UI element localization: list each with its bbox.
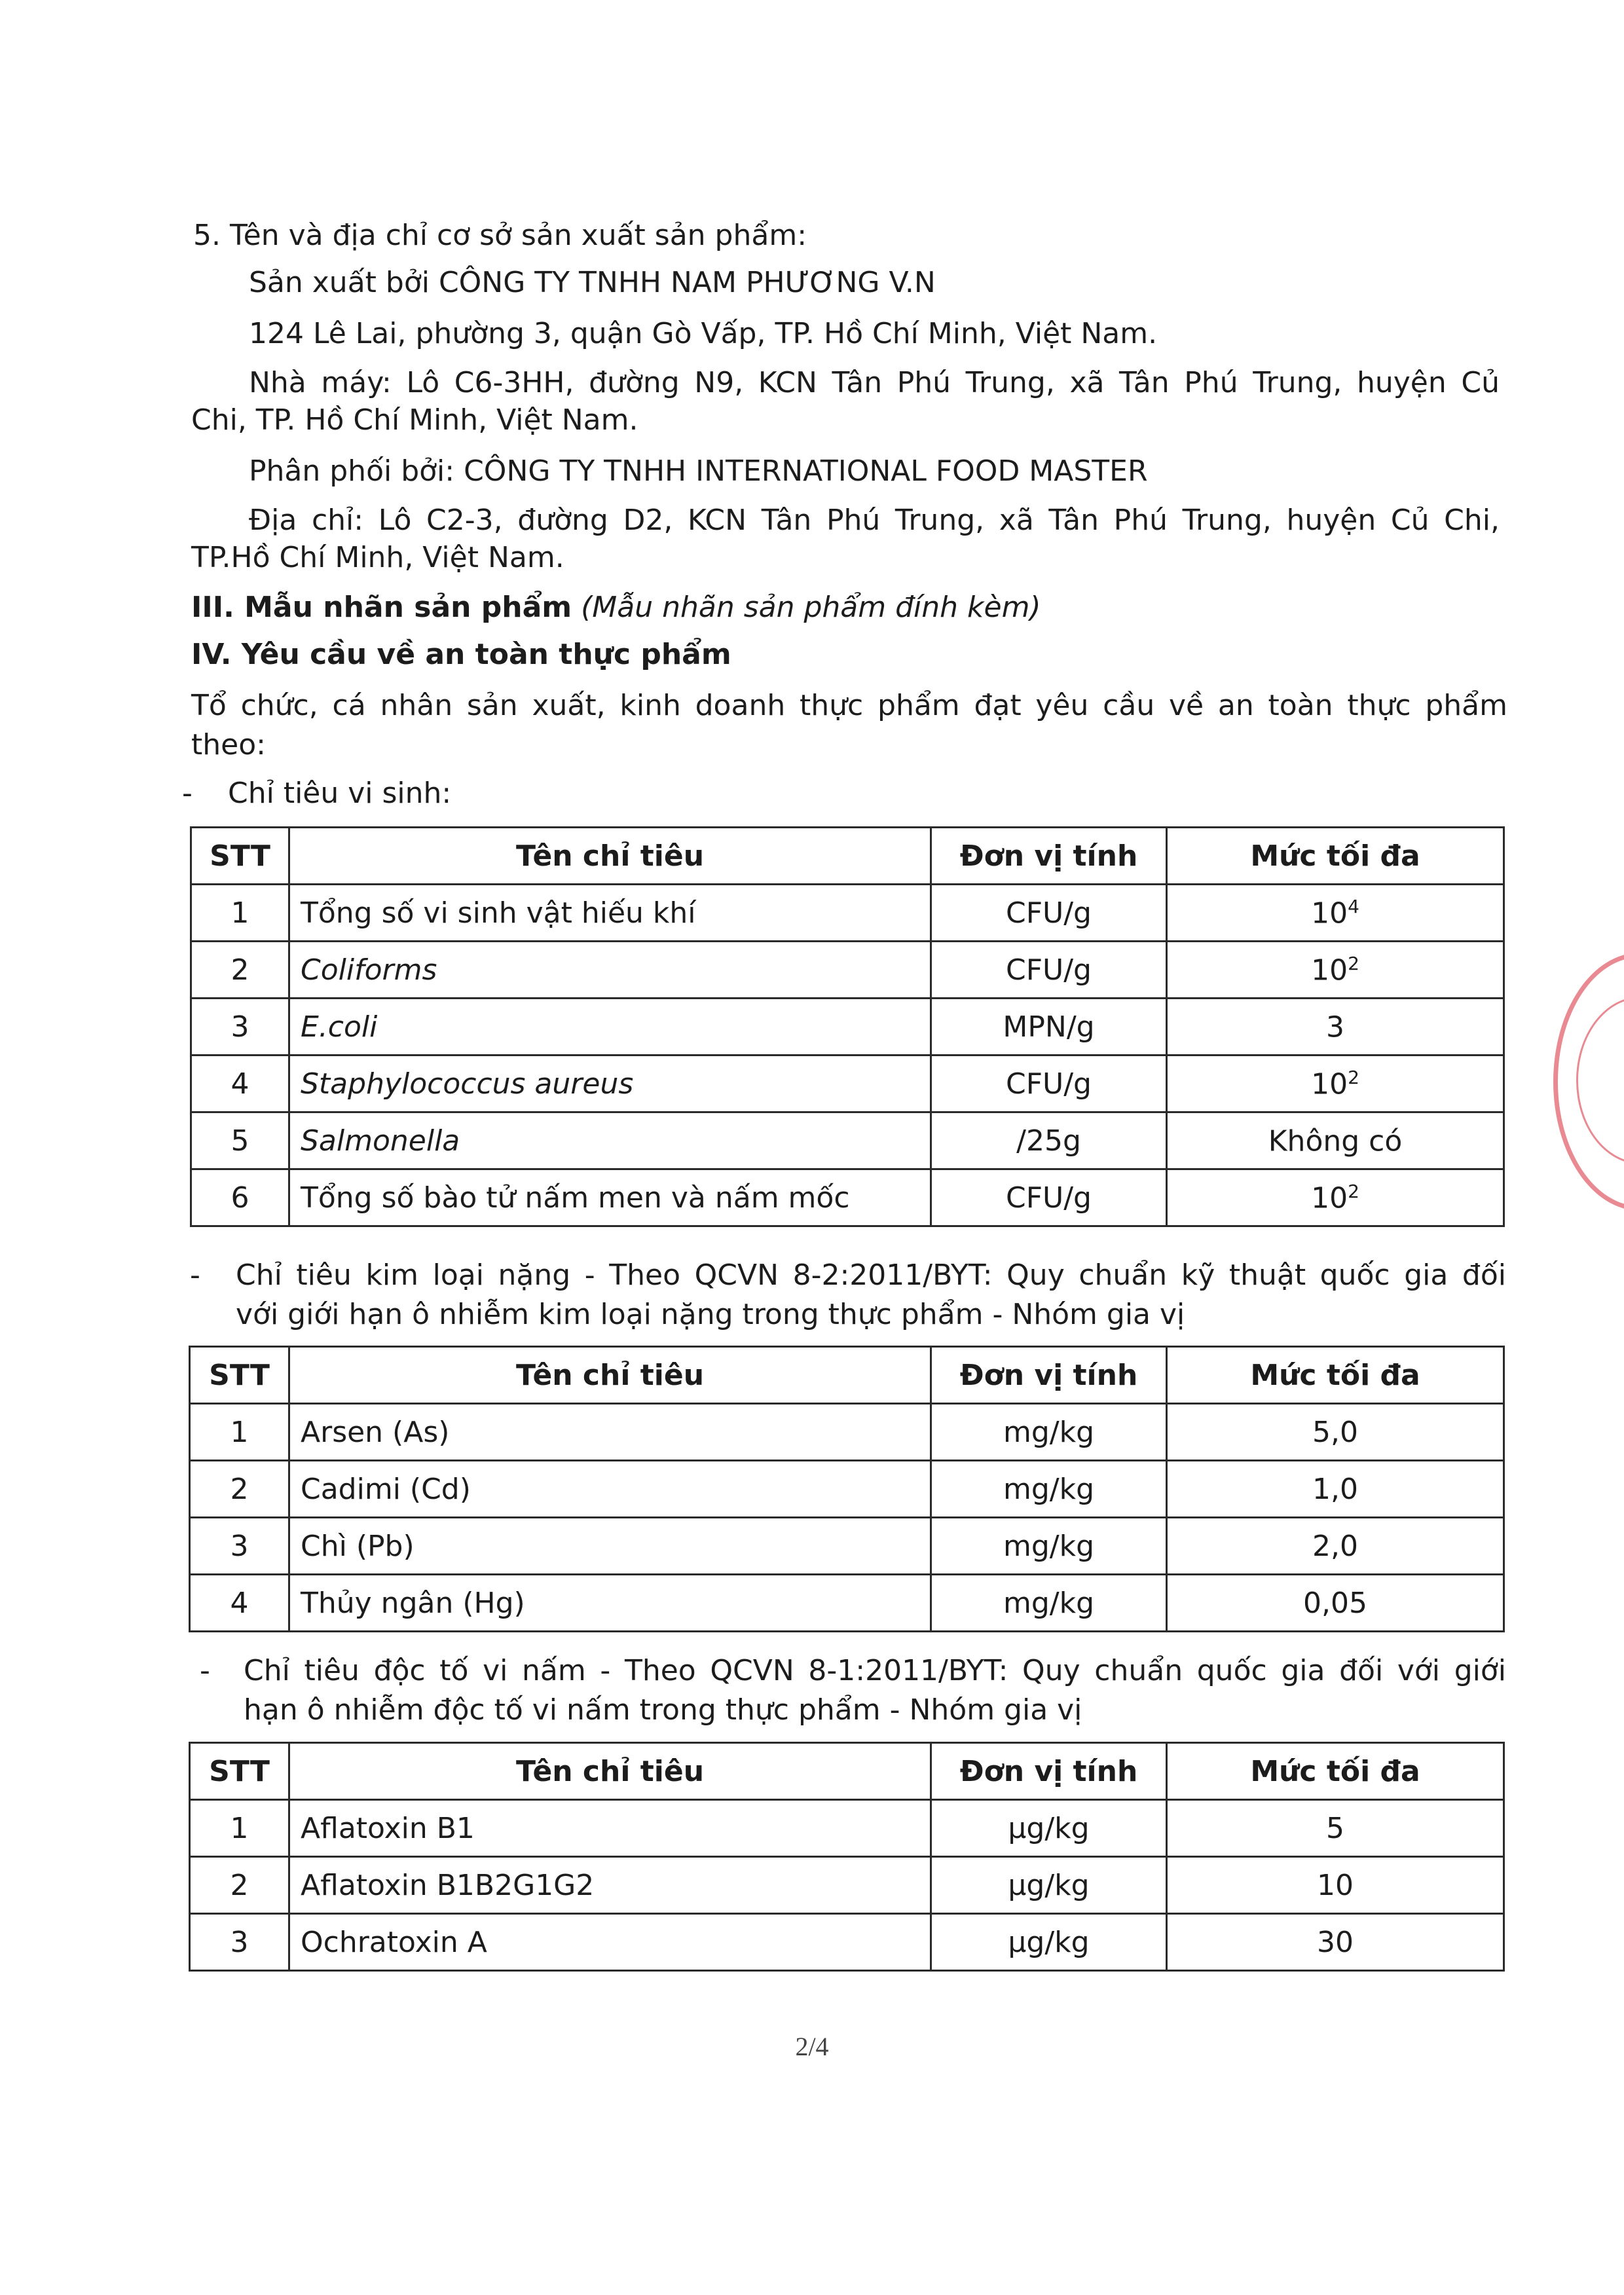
row-name: Arsen (As) <box>289 1404 931 1461</box>
table-row <box>190 1857 1504 1914</box>
producer-address: 124 Lê Lai, phường 3, quận Gò Vấp, TP. Hồ Chí Minh, Việt Nam. <box>249 317 1158 350</box>
row-stt: 1 <box>190 1800 289 1857</box>
header-unit: Đơn vị tính <box>931 1347 1167 1404</box>
row-stt: 2 <box>191 942 289 999</box>
table-row <box>191 1169 1504 1226</box>
table-row <box>191 1056 1504 1112</box>
row-max: 10 <box>1167 1857 1504 1914</box>
max-exponent: 4 <box>1348 895 1359 917</box>
max-base: 10 <box>1311 1067 1348 1101</box>
table-row <box>190 1575 1504 1632</box>
factory-line-1: Nhà máy: Lô C6-3HH, đường N9, KCN Tân Phú Trung, xã Tân Phú Trung, huyện Củ <box>249 366 1500 399</box>
section-4-intro-2: theo: <box>191 728 266 762</box>
row-unit: mg/kg <box>931 1518 1167 1575</box>
table-row <box>191 885 1504 942</box>
row-max: 2,0 <box>1167 1518 1504 1575</box>
row-name: Chì (Pb) <box>289 1518 931 1575</box>
heavy-metals-bullet: - <box>190 1258 200 1292</box>
row-name: Aflatoxin B1 <box>289 1800 931 1857</box>
section-4-intro-1: Tổ chức, cá nhân sản xuất, kinh doanh thực phẩm đạt yêu cầu về an toàn thực phẩm <box>191 689 1507 722</box>
table-row <box>190 1914 1504 1971</box>
max-base: 10 <box>1311 1181 1348 1215</box>
micro-bullet: - <box>182 777 193 810</box>
row-name: Aflatoxin B1B2G1G2 <box>289 1857 931 1914</box>
row-max: 0,05 <box>1167 1575 1504 1632</box>
table-row <box>190 1800 1504 1857</box>
section-4-heading: IV. Yêu cầu về an toàn thực phẩm <box>191 638 731 671</box>
section-3-note: (Mẫu nhãn sản phẩm đính kèm) <box>581 591 1041 624</box>
row-stt: 1 <box>191 885 289 942</box>
mycotoxins-title-1: Chỉ tiêu độc tố vi nấm - Theo QCVN 8-1:2011/BYT: Quy chuẩn quốc gia đối với giới <box>244 1654 1506 1687</box>
row-unit: MPN/g <box>931 999 1167 1056</box>
max-base: 10 <box>1311 896 1348 930</box>
row-unit: CFU/g <box>931 885 1167 942</box>
row-name: Tổng số vi sinh vật hiếu khí <box>289 885 931 942</box>
row-max <box>1167 999 1504 1056</box>
row-stt: 3 <box>191 999 289 1056</box>
row-stt: 4 <box>191 1056 289 1112</box>
heavy-metals-table <box>189 1346 1505 1632</box>
header-max: Mức tối đa <box>1167 1743 1504 1800</box>
row-unit: CFU/g <box>931 1056 1167 1112</box>
row-stt: 4 <box>190 1575 289 1632</box>
micro-table <box>190 826 1505 1227</box>
row-max <box>1167 1169 1504 1226</box>
producer-line: Sản xuất bởi CÔNG TY TNHH NAM PHƯƠNG V.N <box>249 266 936 299</box>
row-max: 5,0 <box>1167 1404 1504 1461</box>
table-row <box>191 942 1504 999</box>
row-unit: µg/kg <box>931 1857 1167 1914</box>
stamp-seal <box>1553 953 1624 1211</box>
distributor-address-1: Địa chỉ: Lô C2-3, đường D2, KCN Tân Phú Trung, xã Tân Phú Trung, huyện Củ Chi, <box>249 504 1500 537</box>
row-unit: µg/kg <box>931 1800 1167 1857</box>
table-row <box>191 1112 1504 1169</box>
max-exponent: 2 <box>1348 952 1359 974</box>
max-exponent: 2 <box>1348 1180 1359 1202</box>
heavy-metals-table-header <box>190 1347 1504 1404</box>
max-exponent: 2 <box>1348 1066 1359 1088</box>
mycotoxins-table-header <box>190 1743 1504 1800</box>
row-unit: µg/kg <box>931 1914 1167 1971</box>
row-max: 1,0 <box>1167 1461 1504 1518</box>
header-max: Mức tối đa <box>1167 828 1504 885</box>
row-stt: 2 <box>190 1461 289 1518</box>
row-name: Salmonella <box>289 1112 931 1169</box>
row-stt: 1 <box>190 1404 289 1461</box>
header-stt: STT <box>190 1347 289 1404</box>
heavy-metals-title-1: Chỉ tiêu kim loại nặng - Theo QCVN 8-2:2011/BYT: Quy chuẩn kỹ thuật quốc gia đối <box>236 1258 1506 1292</box>
page-number: 2/4 <box>795 2032 829 2061</box>
section-5-heading: 5. Tên và địa chỉ cơ sở sản xuất sản phẩm: <box>193 219 807 252</box>
distributor-line: Phân phối bởi: CÔNG TY TNHH INTERNATIONAL FOOD MASTER <box>249 454 1148 488</box>
table-row <box>190 1404 1504 1461</box>
row-name: Ochratoxin A <box>289 1914 931 1971</box>
row-max <box>1167 942 1504 999</box>
header-name: Tên chỉ tiêu <box>289 828 931 885</box>
micro-title: Chỉ tiêu vi sinh: <box>228 777 452 810</box>
row-name: Thủy ngân (Hg) <box>289 1575 931 1632</box>
header-stt: STT <box>190 1743 289 1800</box>
row-unit: mg/kg <box>931 1575 1167 1632</box>
header-max: Mức tối đa <box>1167 1347 1504 1404</box>
section-3-line <box>191 588 1041 627</box>
factory-line-2: Chi, TP. Hồ Chí Minh, Việt Nam. <box>191 403 638 437</box>
row-unit: /25g <box>931 1112 1167 1169</box>
mycotoxins-title-2: hạn ô nhiễm độc tố vi nấm trong thực phẩm - Nhóm gia vị <box>244 1693 1082 1727</box>
table-row <box>190 1518 1504 1575</box>
row-max: 5 <box>1167 1800 1504 1857</box>
row-max: 30 <box>1167 1914 1504 1971</box>
row-name: Staphylococcus aureus <box>289 1056 931 1112</box>
header-unit: Đơn vị tính <box>931 828 1167 885</box>
header-name: Tên chỉ tiêu <box>289 1347 931 1404</box>
distributor-address-2: TP.Hồ Chí Minh, Việt Nam. <box>191 541 564 574</box>
mycotoxins-table <box>189 1742 1505 1972</box>
row-name: E.coli <box>289 999 931 1056</box>
table-row <box>191 999 1504 1056</box>
row-name: Cadimi (Cd) <box>289 1461 931 1518</box>
row-max <box>1167 885 1504 942</box>
table-row <box>190 1461 1504 1518</box>
row-stt: 5 <box>191 1112 289 1169</box>
row-unit: mg/kg <box>931 1404 1167 1461</box>
row-unit: CFU/g <box>931 942 1167 999</box>
row-stt: 6 <box>191 1169 289 1226</box>
heavy-metals-title-2: với giới hạn ô nhiễm kim loại nặng trong thực phẩm - Nhóm gia vị <box>236 1298 1185 1331</box>
header-stt: STT <box>191 828 289 885</box>
max-base: 10 <box>1311 953 1348 987</box>
row-stt: 2 <box>190 1857 289 1914</box>
max-base: Không có <box>1268 1124 1403 1158</box>
max-base: 3 <box>1326 1010 1344 1044</box>
section-3-heading: III. Mẫu nhãn sản phẩm <box>191 591 572 624</box>
row-unit: mg/kg <box>931 1461 1167 1518</box>
stamp-inner-ring <box>1576 997 1624 1164</box>
header-name: Tên chỉ tiêu <box>289 1743 931 1800</box>
row-max <box>1167 1056 1504 1112</box>
header-unit: Đơn vị tính <box>931 1743 1167 1800</box>
row-name: Tổng số bào tử nấm men và nấm mốc <box>289 1169 931 1226</box>
mycotoxins-bullet: - <box>200 1654 210 1687</box>
row-name: Coliforms <box>289 942 931 999</box>
row-max <box>1167 1112 1504 1169</box>
row-unit: CFU/g <box>931 1169 1167 1226</box>
row-stt: 3 <box>190 1914 289 1971</box>
micro-table-header <box>191 828 1504 885</box>
row-stt: 3 <box>190 1518 289 1575</box>
